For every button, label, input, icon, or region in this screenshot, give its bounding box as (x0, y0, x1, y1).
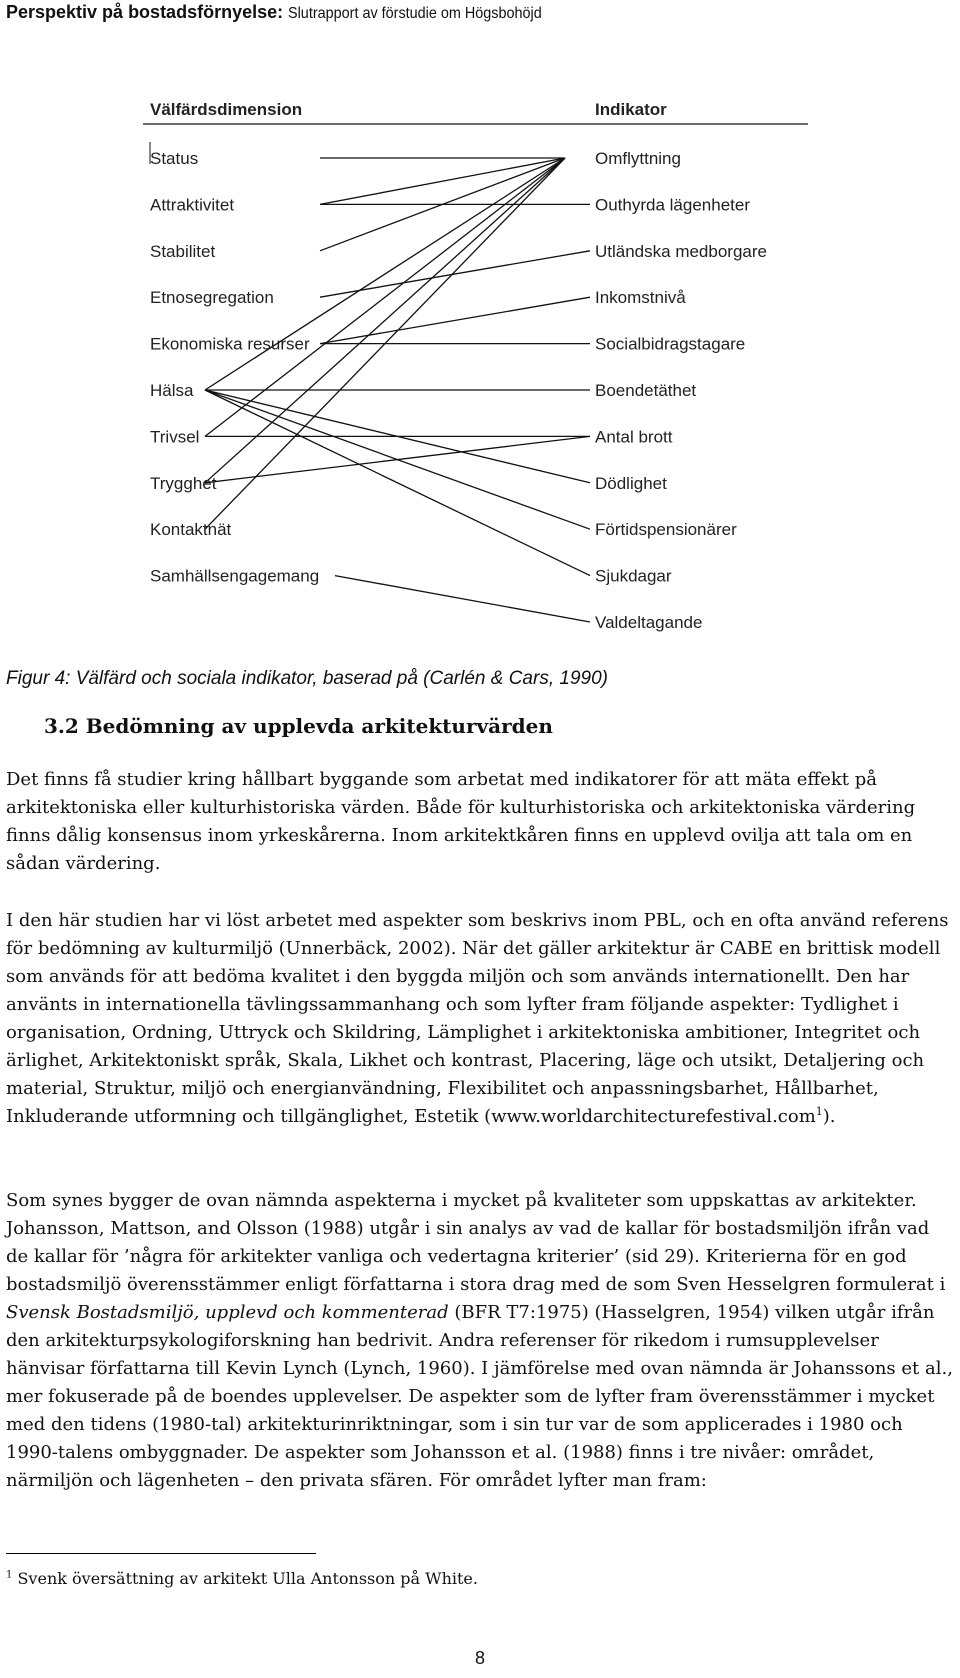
paragraph-3-part1: Som synes bygger de ovan nämnda aspekterna i mycket på kvaliteter som uppskattas av arkitekter. Johansson, Mattson, and Olsson (1988) utgår i sin analys av vad de kallar för bostadsmiljön ifrån vad de kallar för ’några för arkitekter vanliga och vedertagna kriterier’ (sid 29). Kriterierna för en god bostadsmiljö överensstämmer enligt författarna i stora drag med de som Sven Hesselgren formulerat i (6, 1190, 946, 1295)
paragraph-2-end: ). (822, 1106, 836, 1127)
footnote-divider (6, 1553, 316, 1554)
dimension-label: Stabilitet (150, 241, 216, 261)
dimension-label: Trygghet (150, 473, 217, 493)
paragraph-2 (6, 907, 954, 1131)
indicator-label: Outhyrda lägenheter (595, 195, 750, 215)
paragraph-3-part2: (BFR T7:1975) (Hasselgren, 1954) vilken utgår ifrån den arkitekturpsykologiforskning han bedrivit. Andra referenser för rikedom i rumsupplevelser hänvisar författarna till Kevin Lynch (Lynch, 1960). I jämförelse med ovan nämnda är Johanssons et al., mer fokuserade på de boendes upplevelser. De aspekter som de lyfter fram överensstämmer i mycket med den tidens (1980-tal) arkitekturinriktningar, som i sin tur var de som applicerades i 1980 och 1990-talens ombyggnader. De aspekter som Johansson et al. (1988) finns i tre nivåer: området, närmiljön och lägenheten – den privata sfären. För området lyfter man fram: (6, 1302, 953, 1491)
link-line (205, 436, 590, 482)
page-number: 8 (474, 1648, 485, 1668)
indicator-label: Sjukdagar (595, 566, 672, 586)
dimension-label: Hälsa (150, 381, 194, 400)
link-line (320, 297, 590, 343)
footnote-number: 1 (6, 1569, 13, 1581)
paragraph-3 (6, 1187, 954, 1495)
indicator-label: Inkomstnivå (595, 288, 686, 308)
dimension-label: Samhällsengagemang (150, 566, 320, 586)
indicator-label: Omflyttning (595, 149, 681, 168)
indicator-label: Antal brott (595, 427, 673, 447)
indicator-labels (595, 149, 767, 632)
footnote-ref[interactable]: 1 (815, 1105, 823, 1118)
dimension-label: Etnosegregation (150, 288, 274, 308)
link-line (335, 576, 590, 622)
left-column-heading: Välfärdsdimension (150, 100, 303, 119)
indicator-label: Boendetäthet (595, 381, 697, 400)
header-title: Perspektiv på bostadsförnyelse: (6, 2, 284, 22)
footnote (6, 1569, 478, 1588)
figure-caption: Figur 4: Välfärd och sociala indikator, baserad på (Carlén & Cars, 1990) (6, 668, 608, 689)
section-heading: 3.2 Bedömning av upplevda arkitekturvärden (44, 714, 553, 738)
dimension-label: Ekonomiska resurser (150, 334, 310, 354)
indicator-label: Socialbidragstagare (595, 334, 746, 354)
link-line (205, 158, 565, 390)
dimension-label: Trivsel (150, 427, 200, 447)
footnote-text: Svenk översättning av arkitekt Ulla Antonsson på White. (17, 1569, 478, 1588)
indicator-label: Förtidspensionärer (595, 520, 737, 540)
welfare-indicator-diagram (0, 80, 960, 640)
indicator-label: Dödlighet (595, 473, 667, 493)
header-subtitle: Slutrapport av förstudie om Högsbohöjd (288, 5, 542, 22)
indicator-label: Valdeltagande (595, 613, 703, 632)
link-line (205, 390, 590, 576)
dimension-label: Kontaktnät (150, 520, 232, 540)
dimension-label: Status (150, 149, 199, 168)
link-line (205, 158, 565, 483)
right-column-heading: Indikator (595, 100, 667, 119)
paragraph-2-text: I den här studien har vi löst arbetet med aspekter som beskrivs inom PBL, och en ofta använd referens för bedömning av kulturmiljö (Unnerbäck, 2002). När det gäller arkitektur är CABE en brittisk modell som används för att bedöma kvalitet i den byggda miljön och som används internationellt. Den har använts in internationella tävlingssammanhang och som lyfter fram följande aspekter: Tydlighet i organisation, Ordning, Uttryck och Skildring, Lämplighet i arkitektoniska ambitioner, Integritet och ärlighet, Arkitektoniskt språk, Skala, Likhet och kontrast, Placering, läge och utsikt, Detaljering och material, Struktur, miljö och energianvändning, Flexibilitet och anpassningsbarhet, Hållbarhet, Inkluderande utformning och tillgänglighet, Estetik (www.worldarchitecturefestival.com (6, 910, 949, 1127)
book-title: Svensk Bostadsmiljö, upplevd och kommenterad (6, 1302, 449, 1323)
running-header (6, 2, 570, 23)
paragraph-1: Det finns få studier kring hållbart byggande som arbetat med indikatorer för att mäta effekt på arkitektoniska eller kulturhistoriska värden. Både för kulturhistoriska och arkitektoniska värdering finns dålig konsensus inom yrkeskårerna. Inom arkitektkåren finns en upplevd ovilja att tala om en sådan värdering. (6, 769, 916, 874)
indicator-label: Utländska medborgare (595, 241, 767, 261)
dimension-label: Attraktivitet (150, 195, 235, 215)
link-lines (205, 158, 590, 622)
